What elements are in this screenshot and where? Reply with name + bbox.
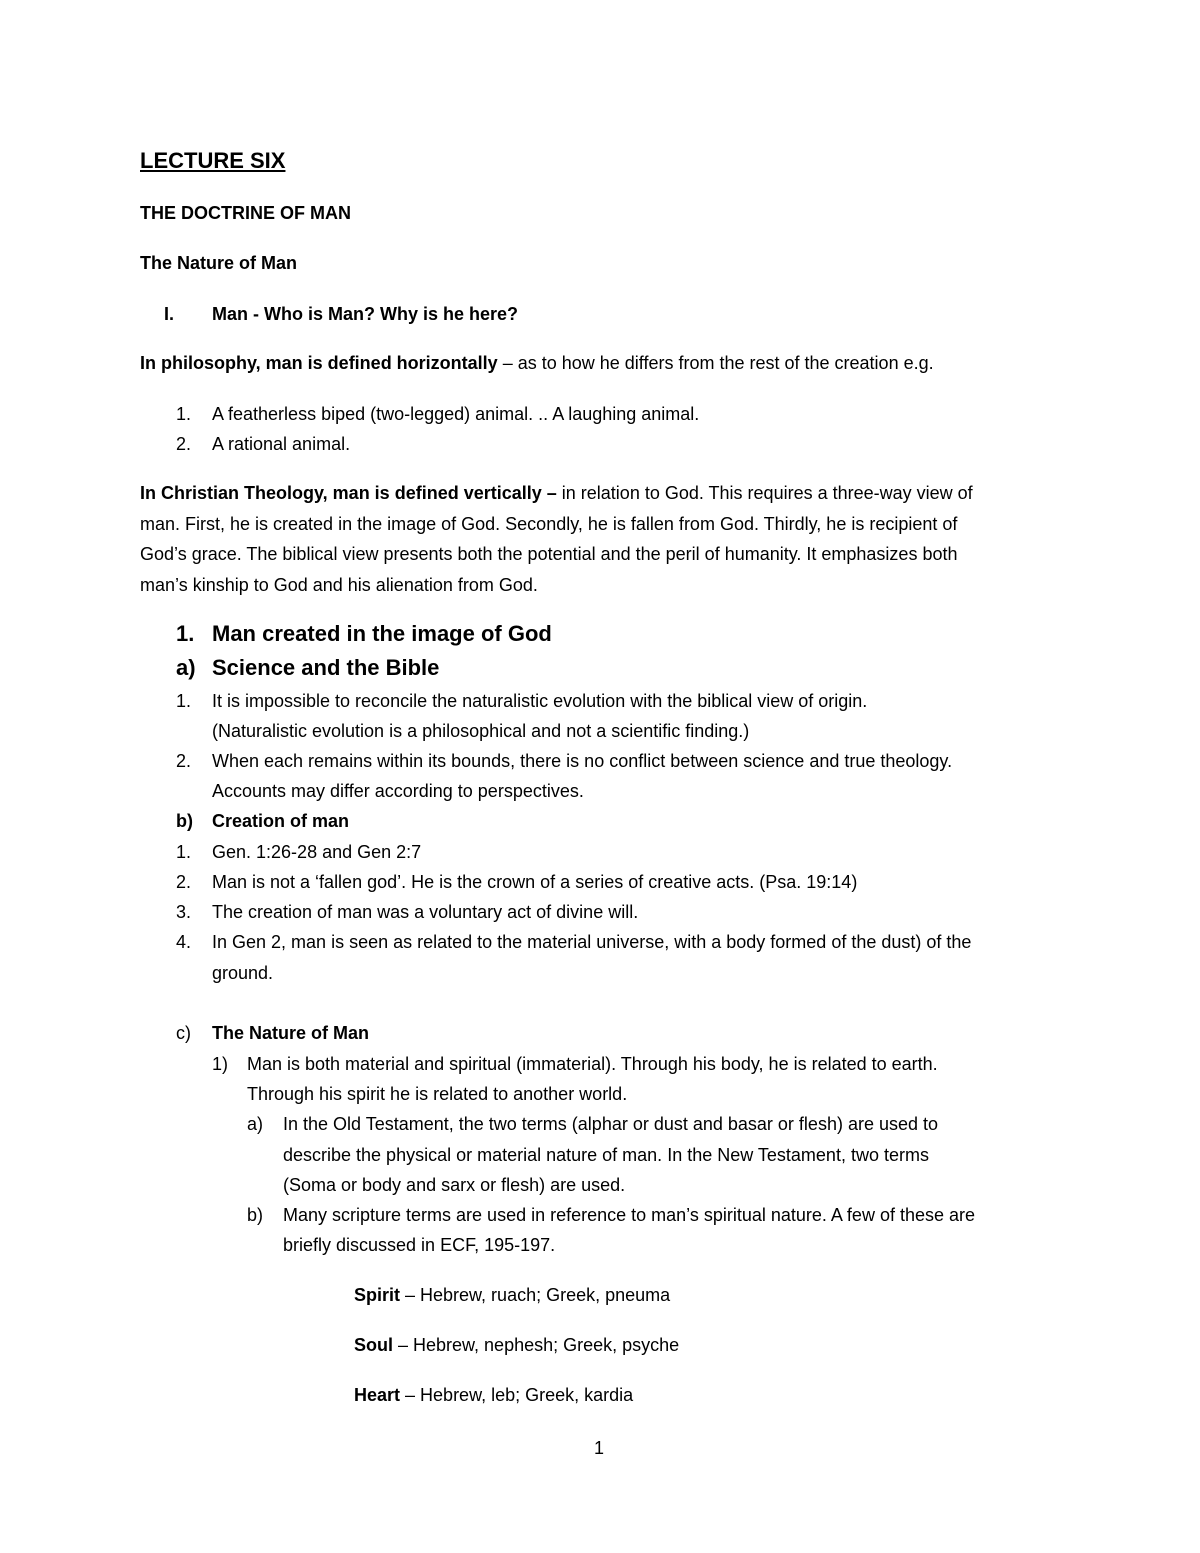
term-entry [354, 1383, 633, 1407]
list-item-continued: Accounts may differ according to perspectives. [212, 781, 584, 801]
term-name: Spirit [354, 1285, 401, 1305]
list-item: Man is both material and spiritual (immaterial). Through his body, he is related to earth. [247, 1054, 938, 1074]
list-marker: 1. [176, 404, 192, 424]
section-marker: b) [176, 811, 193, 831]
list-item: A rational animal. [212, 434, 351, 454]
section-heading: The Nature of Man [212, 1023, 370, 1043]
list-marker: 2. [176, 434, 192, 454]
theology-paragraph-line: God’s grace. The biblical view presents both the potential and the peril of humanity. It emphasizes both [140, 544, 958, 564]
list-item: When each remains within its bounds, there is no conflict between science and true theology. [212, 751, 953, 771]
theology-rest: in relation to God. This requires a three-way view of [556, 483, 973, 503]
list-item: The creation of man was a voluntary act of divine will. [212, 902, 639, 922]
section-heading: Science and the Bible [212, 655, 440, 680]
list-marker: 1. [176, 691, 192, 711]
roman-marker: I. [164, 304, 175, 324]
list-item: It is impossible to reconcile the naturalistic evolution with the biblical view of origin. [212, 691, 868, 711]
sub-list-item-continued: briefly discussed in ECF, 195-197. [283, 1235, 556, 1255]
sub-list-item-continued: (Soma or body and sarx or flesh) are used. [283, 1175, 626, 1195]
term-name: Heart [354, 1385, 401, 1405]
sub-list-item: In the Old Testament, the two terms (alphar or dust and basar or flesh) are used to [283, 1114, 939, 1134]
list-marker: 1. [176, 842, 192, 862]
term-description: – Hebrew, ruach; Greek, pneuma [400, 1285, 671, 1305]
philosophy-rest: – as to how he differs from the rest of the creation e.g. [497, 353, 934, 373]
section-marker: a) [176, 655, 196, 680]
section-heading: Man created in the image of God [212, 621, 552, 646]
doctrine-heading: THE DOCTRINE OF MAN [140, 203, 351, 223]
list-item-continued: (Naturalistic evolution is a philosophical and not a scientific finding.) [212, 721, 750, 741]
list-item: Man is not a ‘fallen god’. He is the crown of a series of creative acts. (Psa. 19:14) [212, 872, 858, 892]
sub-list-item-continued: describe the physical or material nature of man. In the New Testament, two terms [283, 1145, 929, 1165]
list-item: Gen. 1:26-28 and Gen 2:7 [212, 842, 422, 862]
list-item: A featherless biped (two-legged) animal. .. A laughing animal. [212, 404, 700, 424]
term-entry [354, 1333, 679, 1357]
term-name: Soul [354, 1335, 393, 1355]
list-marker: 3. [176, 902, 192, 922]
section-marker: c) [176, 1023, 191, 1043]
roman-heading: Man - Who is Man? Why is he here? [212, 304, 519, 324]
nature-heading: The Nature of Man [140, 253, 298, 273]
sub-list-marker: a) [247, 1114, 264, 1134]
philosophy-bold: In philosophy, man is defined horizontally [140, 353, 498, 373]
theology-bold: In Christian Theology, man is defined vertically – [140, 483, 557, 503]
theology-paragraph-line: man’s kinship to God and his alienation from God. [140, 575, 538, 595]
philosophy-paragraph [140, 351, 934, 375]
sub-list-item: Many scripture terms are used in reference to man’s spiritual nature. A few of these are [283, 1205, 976, 1225]
sub-list-marker: b) [247, 1205, 264, 1225]
list-item: In Gen 2, man is seen as related to the material universe, with a body formed of the dust) of the [212, 932, 972, 952]
section-marker: 1. [176, 621, 195, 646]
section-heading: Creation of man [212, 811, 350, 831]
term-description: – Hebrew, leb; Greek, kardia [400, 1385, 634, 1405]
list-item-continued: ground. [212, 963, 274, 983]
term-description: – Hebrew, nephesh; Greek, psyche [393, 1335, 680, 1355]
term-entry [354, 1283, 670, 1307]
theology-paragraph-line [140, 481, 973, 505]
list-item-continued: Through his spirit he is related to another world. [247, 1084, 628, 1104]
lecture-title: LECTURE SIX [140, 148, 286, 173]
list-marker: 2. [176, 872, 192, 892]
theology-paragraph-line: man. First, he is created in the image of God. Secondly, he is fallen from God. Thirdly, he is recipient of [140, 514, 958, 534]
list-marker: 4. [176, 932, 192, 952]
page-number: 1 [594, 1438, 605, 1458]
list-marker: 2. [176, 751, 192, 771]
list-marker: 1) [212, 1054, 229, 1074]
